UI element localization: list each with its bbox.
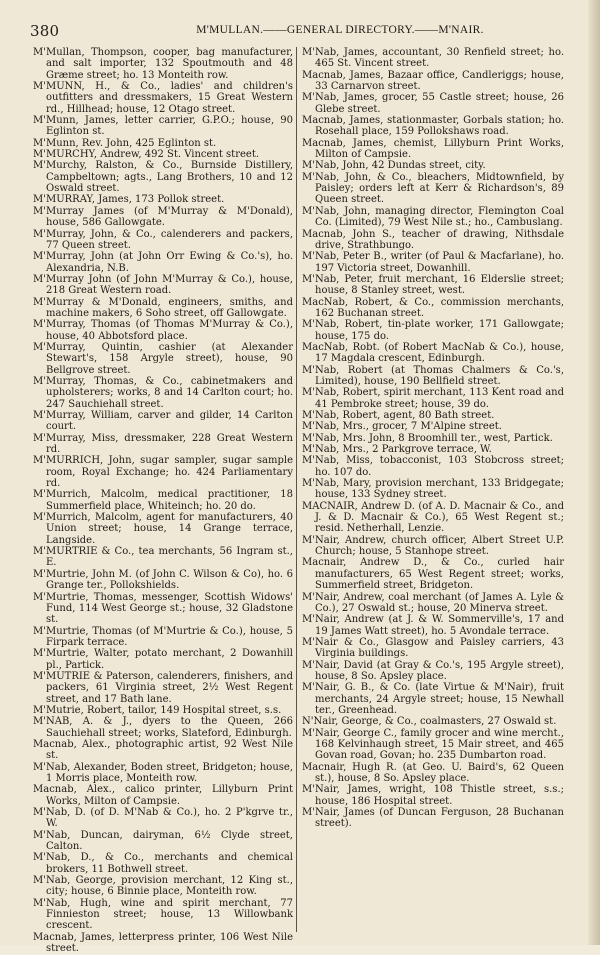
directory-entry: M'Murray John (of John M'Murray & Co.), house, 218 Great Western road. <box>33 273 293 297</box>
directory-entry: M'Murray, John (at John Orr Ewing & Co.'s), ho. Alexandria, N.B. <box>33 251 293 274</box>
directory-entry: Macnab, James, letterpress printer, 106 West Nile street. <box>33 931 293 955</box>
directory-entry: M'Nab, Mrs., grocer, 7 M'Alpine street. <box>302 421 502 433</box>
directory-entry: M'Nab, D., & Co., merchants and chemical brokers, 11 Bothwell street. <box>33 852 293 875</box>
directory-entry: M'Nab, Mrs. John, 8 Broomhill ter., west, Partick. <box>302 432 553 444</box>
directory-entry: M'Mutrie, Robert, tailor, 149 Hospital street, s.s. <box>33 704 282 716</box>
directory-entry: M'Nab, Mrs., 2 Parkgrove terrace, W. <box>302 444 492 456</box>
directory-entry: M'Murtrie, John M. (of John C. Wilson & Co), ho. 6 Grange ter., Pollokshields. <box>33 568 293 592</box>
directory-entry: M'MUNN, H., & Co., ladies' and children's outfitters and dressmakers, 15 Great Western rd., Hillhead; house, 12 Otago street. <box>33 81 293 115</box>
directory-entry: M'Nair, Andrew, coal merchant (of James A. Lyle & Co.), 27 Oswald st.; house, 20 Minerva street. <box>302 591 564 614</box>
directory-entry: M'Nair, Andrew (at J. & W. Sommerville's, 17 and 19 James Watt street), ho. 5 Avondale terrace. <box>302 614 564 637</box>
directory-entry: MACNAIR, Andrew D. (of A. D. Macnair & Co., and J. & D. Macnair & Co.), 65 West Regent st.; resid. Netherhall, Lenzie. <box>302 500 564 535</box>
directory-entry: Macnab, James, chemist, Lillyburn Print Works, Milton of Campsie. <box>302 137 564 161</box>
directory-entry: M'Nab, Peter B., writer (of Paul & Macfarlane), ho. 197 Victoria street, Dowanhill. <box>302 251 564 274</box>
directory-entry: Macnair, Andrew D., & Co., curled hair manufacturers, 65 West Regent street; works, Summerfield street, Bridgeton. <box>302 557 564 592</box>
directory-entry: M'MURCHY, Andrew, 492 St. Vincent street. <box>33 149 260 161</box>
directory-entry: Macnab, Alex., calico printer, Lillyburn Print Works, Milton of Campsie. <box>33 784 293 807</box>
directory-entry: M'MURTRIE & Co., tea merchants, 56 Ingram st., E. <box>33 546 293 569</box>
directory-entry: M'Murtrie, Thomas, messenger, Scottish Widows' Fund, 114 West George st.; house, 32 Gladstone st. <box>33 591 293 626</box>
directory-entry: Macnab, James, Bazaar office, Candleriggs; house, 33 Carnarvon street. <box>302 69 564 93</box>
left-column <box>33 47 293 955</box>
directory-entry: M'Nab, Mary, provision merchant, 133 Bridgegate; house, 133 Sydney street. <box>302 478 564 501</box>
directory-entry: Macnab, James, stationmaster, Gorbals station; ho. Rosehall place, 159 Pollokshaws road. <box>302 115 564 138</box>
directory-entry: M'Nab, James, accountant, 30 Renfield street; ho. 465 St. Vincent street. <box>302 47 564 70</box>
directory-entry: M'Nab, John, & Co., bleachers, Midtownfield, by Paisley; orders left at Kerr & Richardson's, 89 Queen street. <box>302 171 564 206</box>
directory-entry: M'NAB, A. & J., dyers to the Queen, 266 Sauchiehall street; works, Slateford, Edinburgh. <box>33 716 293 739</box>
directory-entry: M'Munn, James, letter carrier, G.P.O.; house, 90 Eglinton st. <box>33 115 293 138</box>
directory-entry: Macnab, John S., teacher of drawing, Nithsdale drive, Strathbungo. <box>302 228 564 251</box>
directory-entry: M'Murray, John, & Co., calenderers and packers, 77 Queen street. <box>33 228 293 251</box>
directory-entry: M'Nair, Andrew, church officer, Albert Street U.P. Church; house, 5 Stanhope street. <box>302 534 564 558</box>
column-divider <box>296 47 297 932</box>
directory-entry: M'Nab, Robert, tin-plate worker, 171 Gallowgate; house, 175 do. <box>302 319 564 342</box>
directory-entry: M'Nab, George, provision merchant, 12 King st., city; house, 6 Binnie place, Monteith row. <box>33 875 293 898</box>
directory-entry: M'Murrich, Malcolm, medical practitioner, 18 Summerfield place, Whiteinch; ho. 20 do. <box>33 489 293 512</box>
directory-entry: N'Nair, George, & Co., coalmasters, 27 Oswald st. <box>302 716 557 728</box>
directory-entry: M'Nab, John, 42 Dundas street, city. <box>302 160 486 172</box>
page-edge <box>588 0 600 945</box>
directory-entry: M'Nab, John, managing director, Flemington Coal Co. (Limited), 79 West Nile st.; ho., Cambuslang. <box>302 205 564 229</box>
directory-entry: M'Murtrie, Thomas (of M'Murtrie & Co.), house, 5 Firpark terrace. <box>33 625 293 648</box>
page-number: 380 <box>30 22 60 40</box>
page-header <box>30 22 590 42</box>
directory-entry: M'Munn, Rev. John, 425 Eglinton st. <box>33 137 217 149</box>
directory-entry: M'Nair & Co., Glasgow and Paisley carriers, 43 Virginia buildings. <box>302 636 564 660</box>
directory-entry: M'Murrich, Malcolm, agent for manufacturers, 40 Union street; house, 14 Grange terrace, Langside. <box>33 512 293 546</box>
directory-entry: M'Murchy, Ralston, & Co., Burnside Distillery, Campbeltown; agts., Lang Brothers, 10 and 12 Oswald street. <box>33 160 293 195</box>
directory-entry: M'Nab, Robert (at Thomas Chalmers & Co.'s, Limited), house, 190 Bellfield street. <box>302 364 564 387</box>
directory-entry: Macnair, Hugh R. (at Geo. U. Baird's, 62 Queen st.), house, 8 So. Apsley place. <box>302 761 564 784</box>
directory-entry: M'Nab, Duncan, dairyman, 6½ Clyde street, Calton. <box>33 829 293 853</box>
directory-entry: MacNab, Robt. (of Robert MacNab & Co.), house, 17 Magdala crescent, Edinburgh. <box>302 341 564 365</box>
directory-entry: M'MUTRIE & Paterson, calenderers, finishers, and packers, 61 Virginia street, 2½ West Regent street, and 17 Bath lane. <box>33 670 293 705</box>
directory-entry: Macnab, Alex., photographic artist, 92 West Nile st. <box>33 738 293 762</box>
directory-entry: M'Nab, Hugh, wine and spirit merchant, 77 Finnieston street; house, 13 Willowbank crescent. <box>33 897 293 932</box>
directory-entry: M'MURRAY, James, 173 Pollok street. <box>33 194 225 206</box>
directory-entry: M'Nair, James (of Duncan Ferguson, 28 Buchanan street). <box>302 807 564 830</box>
directory-entry: M'Nab, Alexander, Boden street, Bridgeton; house, 1 Morris place, Monteith row. <box>33 761 293 784</box>
directory-entry: M'Nab, Robert, agent, 80 Bath street. <box>302 410 495 421</box>
directory-entry: M'Murray, William, carver and gilder, 14 Carlton court. <box>33 410 293 433</box>
directory-entry: M'Nair, George C., family grocer and wine mercht., 168 Kelvinhaugh street, 15 Mair street, and 465 Govan road, Govan; ho. 235 Dumbarton road. <box>302 727 564 762</box>
directory-entry: M'Murray, Thomas (of Thomas M'Murray & Co.), house, 40 Abbotsford place. <box>33 319 293 342</box>
right-column <box>302 47 564 830</box>
directory-entry: M'Nair, James, wright, 108 Thistle street, s.s.; house, 186 Hospital street. <box>302 784 564 807</box>
directory-entry: M'Nab, D. (of D. M'Nab & Co.), ho. 2 P'kgrve tr., W. <box>33 807 293 830</box>
directory-entry: M'Murray James (of M'Murray & M'Donald), house, 586 Gallowgate. <box>33 205 293 229</box>
directory-entry: M'Nab, Miss, tobacconist, 103 Stobcross street; ho. 107 do. <box>302 455 564 478</box>
directory-entry: M'Murray, Thomas, & Co., cabinetmakers and upholsterers; works, 8 and 14 Carlton court; ho. 247 Sauchiehall street. <box>33 375 293 410</box>
running-title: M'MULLAN.——GENERAL DIRECTORY.——M'NAIR. <box>196 24 484 36</box>
directory-entry: M'MURRICH, John, sugar sampler, sugar sample room, Royal Exchange; ho. 424 Parliamentary rd. <box>33 455 293 490</box>
directory-entry: M'Murtrie, Walter, potato merchant, 2 Dowanhill pl., Partick. <box>33 648 293 671</box>
directory-entry: M'Nab, Peter, fruit merchant, 16 Elderslie street; house, 8 Stanley street, west. <box>302 273 564 297</box>
directory-entry: M'Murray, Quintin, cashier (at Alexander Stewart's, 158 Argyle street), house, 90 Bellgrove street. <box>33 341 293 376</box>
directory-entry: MacNab, Robert, & Co., commission merchants, 162 Buchanan street. <box>302 296 564 319</box>
directory-entry: M'Nair, David (at Gray & Co.'s, 195 Argyle street), house, 8 So. Apsley place. <box>302 659 564 682</box>
directory-entry: M'Mullan, Thompson, cooper, bag manufacturer, and salt importer, 132 Spoutmouth and 48 Græme street; ho. 13 Monteith row. <box>33 47 293 81</box>
directory-entry: M'Murray & M'Donald, engineers, smiths, and machine makers, 6 Soho street, off Gallowgate. <box>33 296 293 319</box>
directory-entry: M'Nair, G. B., & Co. (late Virtue & M'Nair), fruit merchants, 24 Argyle street; house, 15 Newhall ter., Greenhead. <box>302 682 564 716</box>
directory-entry: M'Nab, James, grocer, 55 Castle street; house, 26 Glebe street. <box>302 92 564 115</box>
directory-entry: M'Nab, Robert, spirit merchant, 113 Kent road and 41 Pembroke street; house, 39 do. <box>302 387 564 410</box>
directory-entry: M'Murray, Miss, dressmaker, 228 Great Western rd. <box>33 432 293 456</box>
